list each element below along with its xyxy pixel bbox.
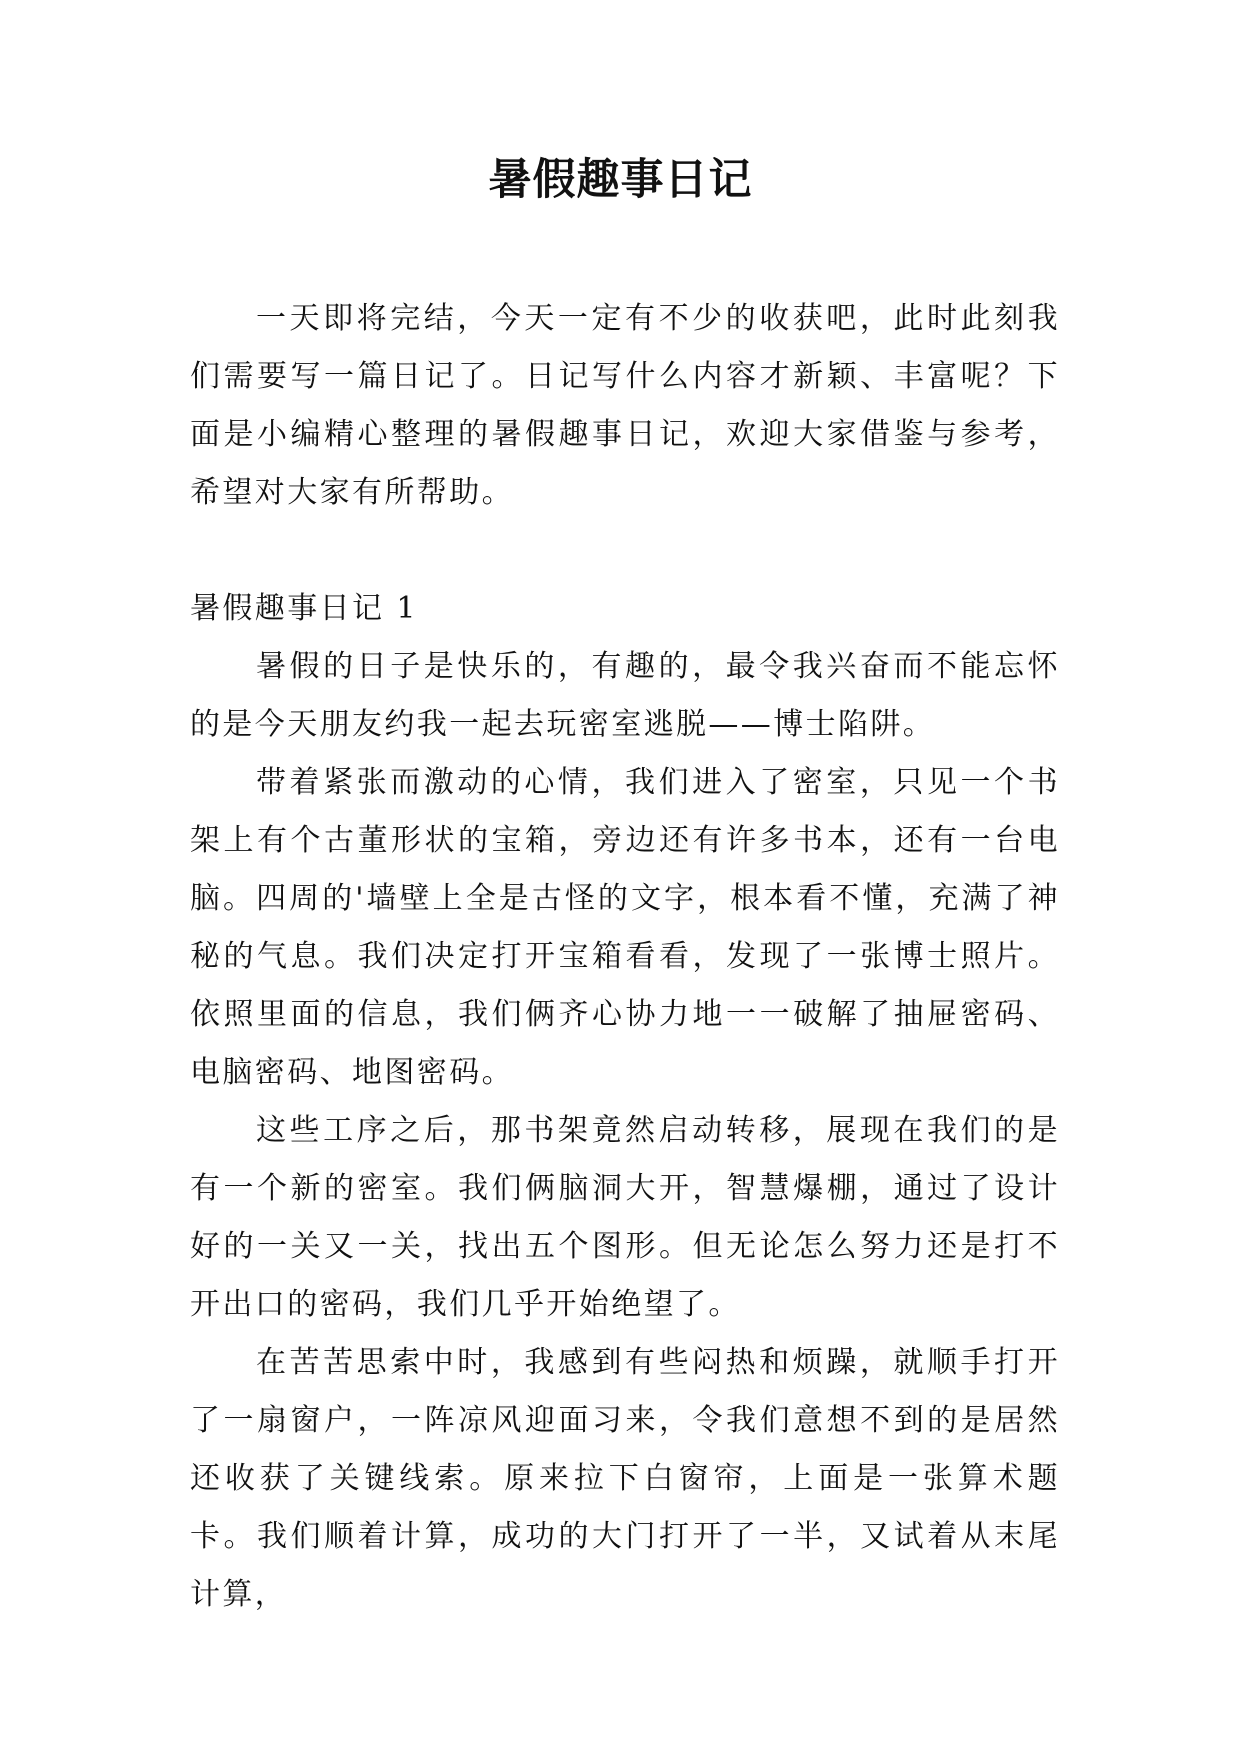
section-heading: 暑假趣事日记 1 xyxy=(190,591,418,626)
document-title: 暑假趣事日记 xyxy=(488,155,753,205)
body-paragraph-4: 在苦苦思索中时，我感到有些闷热和烦躁，就顺手打开了一扇窗户，一阵凉风迎面习来，令我们意想不到的是居然还收获了关键线索。原来拉下白窗帘，上面是一张算术题卡。我们顺着计算，成功的大门打开了一半，又试着从末尾计算， xyxy=(190,1345,1060,1612)
body-paragraph-2: 带着紧张而激动的心情，我们进入了密室，只见一个书架上有个古董形状的宝箱，旁边还有许多书本，还有一台电脑。四周的'墙壁上全是古怪的文字，根本看不懂，充满了神秘的气息。我们决定打开宝箱看看，发现了一张博士照片。依照里面的信息，我们俩齐心协力地一一破解了抽屉密码、电脑密码、地图密码。 xyxy=(190,765,1060,1090)
document-body xyxy=(190,290,1060,1624)
intro-paragraph: 一天即将完结，今天一定有不少的收获吧，此时此刻我们需要写一篇日记了。日记写什么内容才新颖、丰富呢？下面是小编精心整理的暑假趣事日记，欢迎大家借鉴与参考，希望对大家有所帮助。 xyxy=(190,301,1060,510)
body-paragraph-1: 暑假的日子是快乐的，有趣的，最令我兴奋而不能忘怀的是今天朋友约我一起去玩密室逃脱——博士陷阱。 xyxy=(190,649,1060,742)
body-paragraph-3: 这些工序之后，那书架竟然启动转移，展现在我们的是有一个新的密室。我们俩脑洞大开，智慧爆棚，通过了设计好的一关又一关，找出五个图形。但无论怎么努力还是打不开出口的密码，我们几乎开始绝望了。 xyxy=(190,1113,1060,1322)
